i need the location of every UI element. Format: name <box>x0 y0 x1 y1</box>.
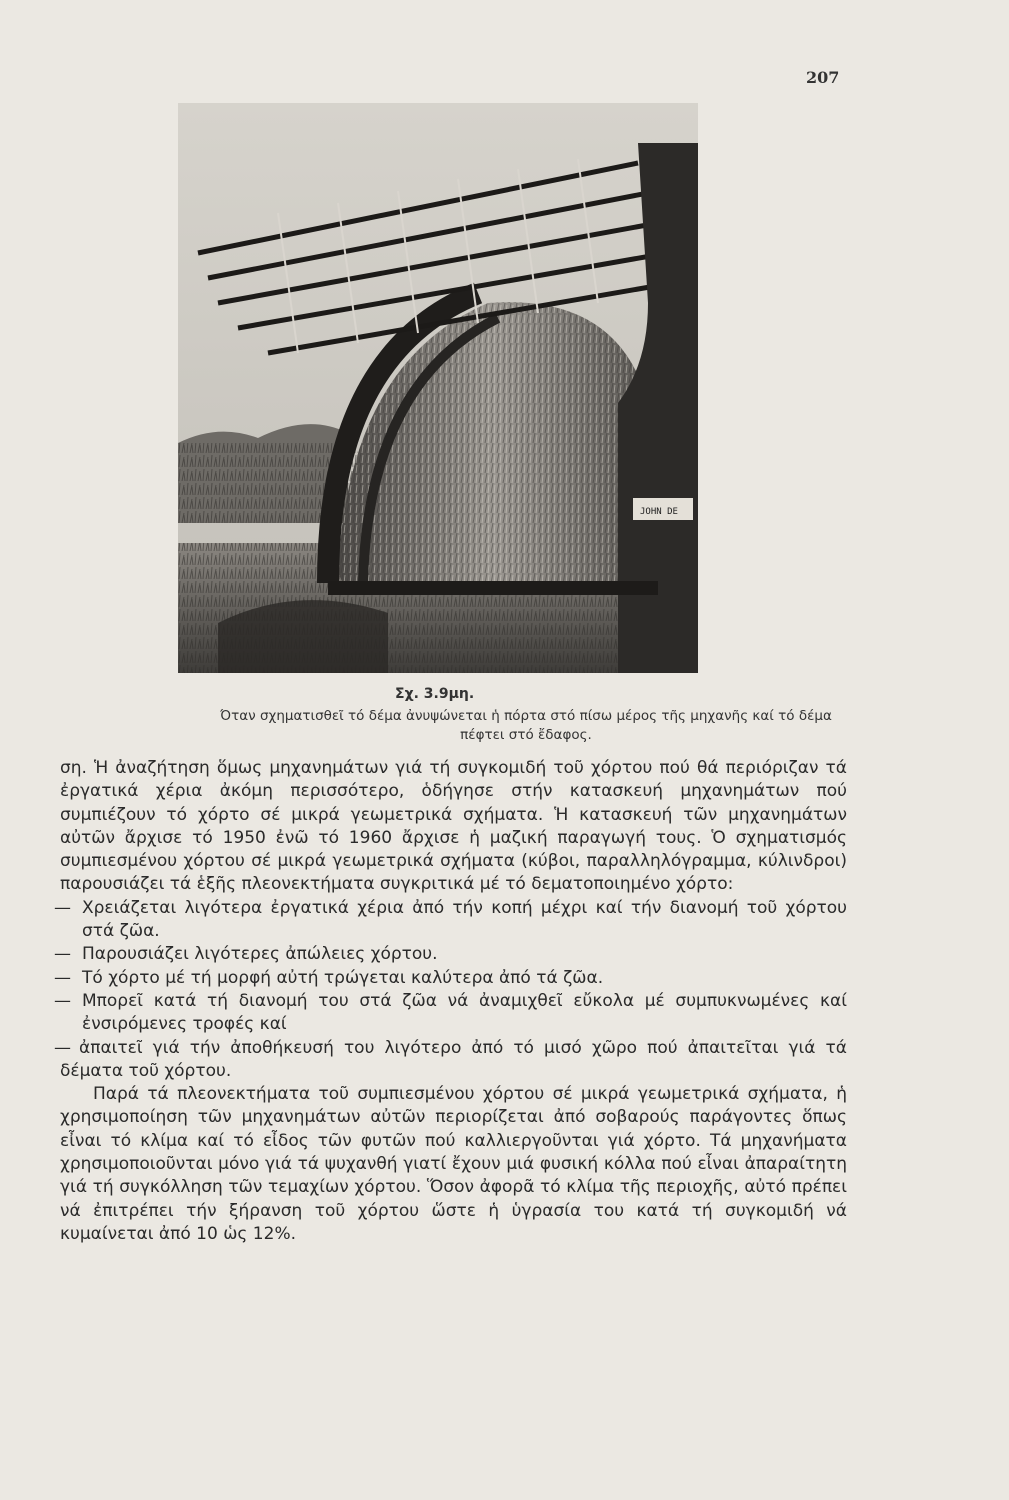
body-text <box>54 757 847 1246</box>
list-item: — Μπορεῖ κατά τή διανομή του στά ζῶα νά ἀναμιχθεῖ εὔκολα μέ συμπυκνωμένες καί ἐνσιρόμενες τροφές καί <box>54 990 847 1035</box>
machine-label: JOHN DE <box>640 507 678 517</box>
hay-baler-photo-icon <box>178 103 698 673</box>
page-number: 207 <box>806 68 840 87</box>
list-item: — Παρουσιάζει λιγότερες ἀπώλειες χόρτου. <box>54 944 438 965</box>
figure-caption-text: Όταν σχηματισθεῖ τό δέμα ἀνυψώνεται ἡ πόρτα στό πίσω μέρος τῆς μηχανῆς καί τό δέμα πέφτει στό ἔδαφος. <box>220 708 832 743</box>
paragraph-2: Παρά τά πλεονεκτήματα τοῦ συμπιεσμένου χόρτου σέ μικρά γεωμετρικά σχήματα, ἡ χρησιμοποίηση τῶν μηχανημάτων αὐτῶν περιορίζεται ἀπό σοβαρούς παράγοντες ὅπως εἶναι τό κλίμα καί τό εἶδος τῶν φυτῶν πού καλλιεργοῦνται γιά χόρτο. Τά μηχανήματα χρησιμοποιοῦνται μόνο γιά τά ψυχανθή γιατί ἔχουν μιά φυσική κόλλα πού εἶναι ἀπαραίτητη γιά τή συγκόλληση τῶν τεμαχίων χόρτου. Ὅσον ἀφορᾶ τό κλίμα τῆς περιοχῆς, αὐτό πρέπει νά ἐπιτρέπει τήν ξήρανση τοῦ χόρτου ὥστε ἡ ὑγρασία του κατά τή συγκομιδή νά κυμαίνεται ἀπό 10 ὡς 12%. <box>60 1084 847 1244</box>
list-item: — Τό χόρτο μέ τή μορφή αὐτή τρώγεται καλύτερα ἀπό τά ζῶα. <box>54 967 604 988</box>
figure-caption-title-text: Σχ. 3.9μη. <box>395 686 475 702</box>
figure-photo <box>178 103 698 673</box>
paragraph-1: ση. Ἡ ἀναζήτηση ὅμως μηχανημάτων γιά τή συγκομιδή τοῦ χόρτου πού θά περιόριζαν τά ἐργατικά χέρια ἀκόμη περισσότερο, ὁδήγησε στήν κατασκευή μηχανημάτων πού συμπιέζουν τό χόρτο σέ μικρά γεωμετρικά σχήματα. Ἡ κατασκευή τῶν μηχανημάτων αὐτῶν ἄρχισε τό 1950 ἐνῶ τό 1960 ἄρχισε ἡ μαζική παραγωγή τους. Ὁ σχηματισμός συμπιεσμένου χόρτου σέ μικρά γεωμετρικά σχήματα (κύβοι, παραλληλόγραμμα, κύλινδροι) παρουσιάζει τά ἑξῆς πλεονεκτήματα συγκριτικά μέ τό δεματοποιημένο χόρτο: <box>60 758 847 895</box>
list-item: — ἀπαιτεῖ γιά τήν ἀποθήκευσή του λιγότερο ἀπό τό μισό χῶρο πού ἀπαιτεῖται γιά τά δέματα τοῦ χόρτου. <box>54 1037 847 1081</box>
list-item: — Χρειάζεται λιγότερα ἐργατικά χέρια ἀπό τήν κοπή μέχρι καί τήν διανομή τοῦ χόρτου στά ζῶα. <box>54 897 847 942</box>
advantages-list <box>54 897 847 1083</box>
